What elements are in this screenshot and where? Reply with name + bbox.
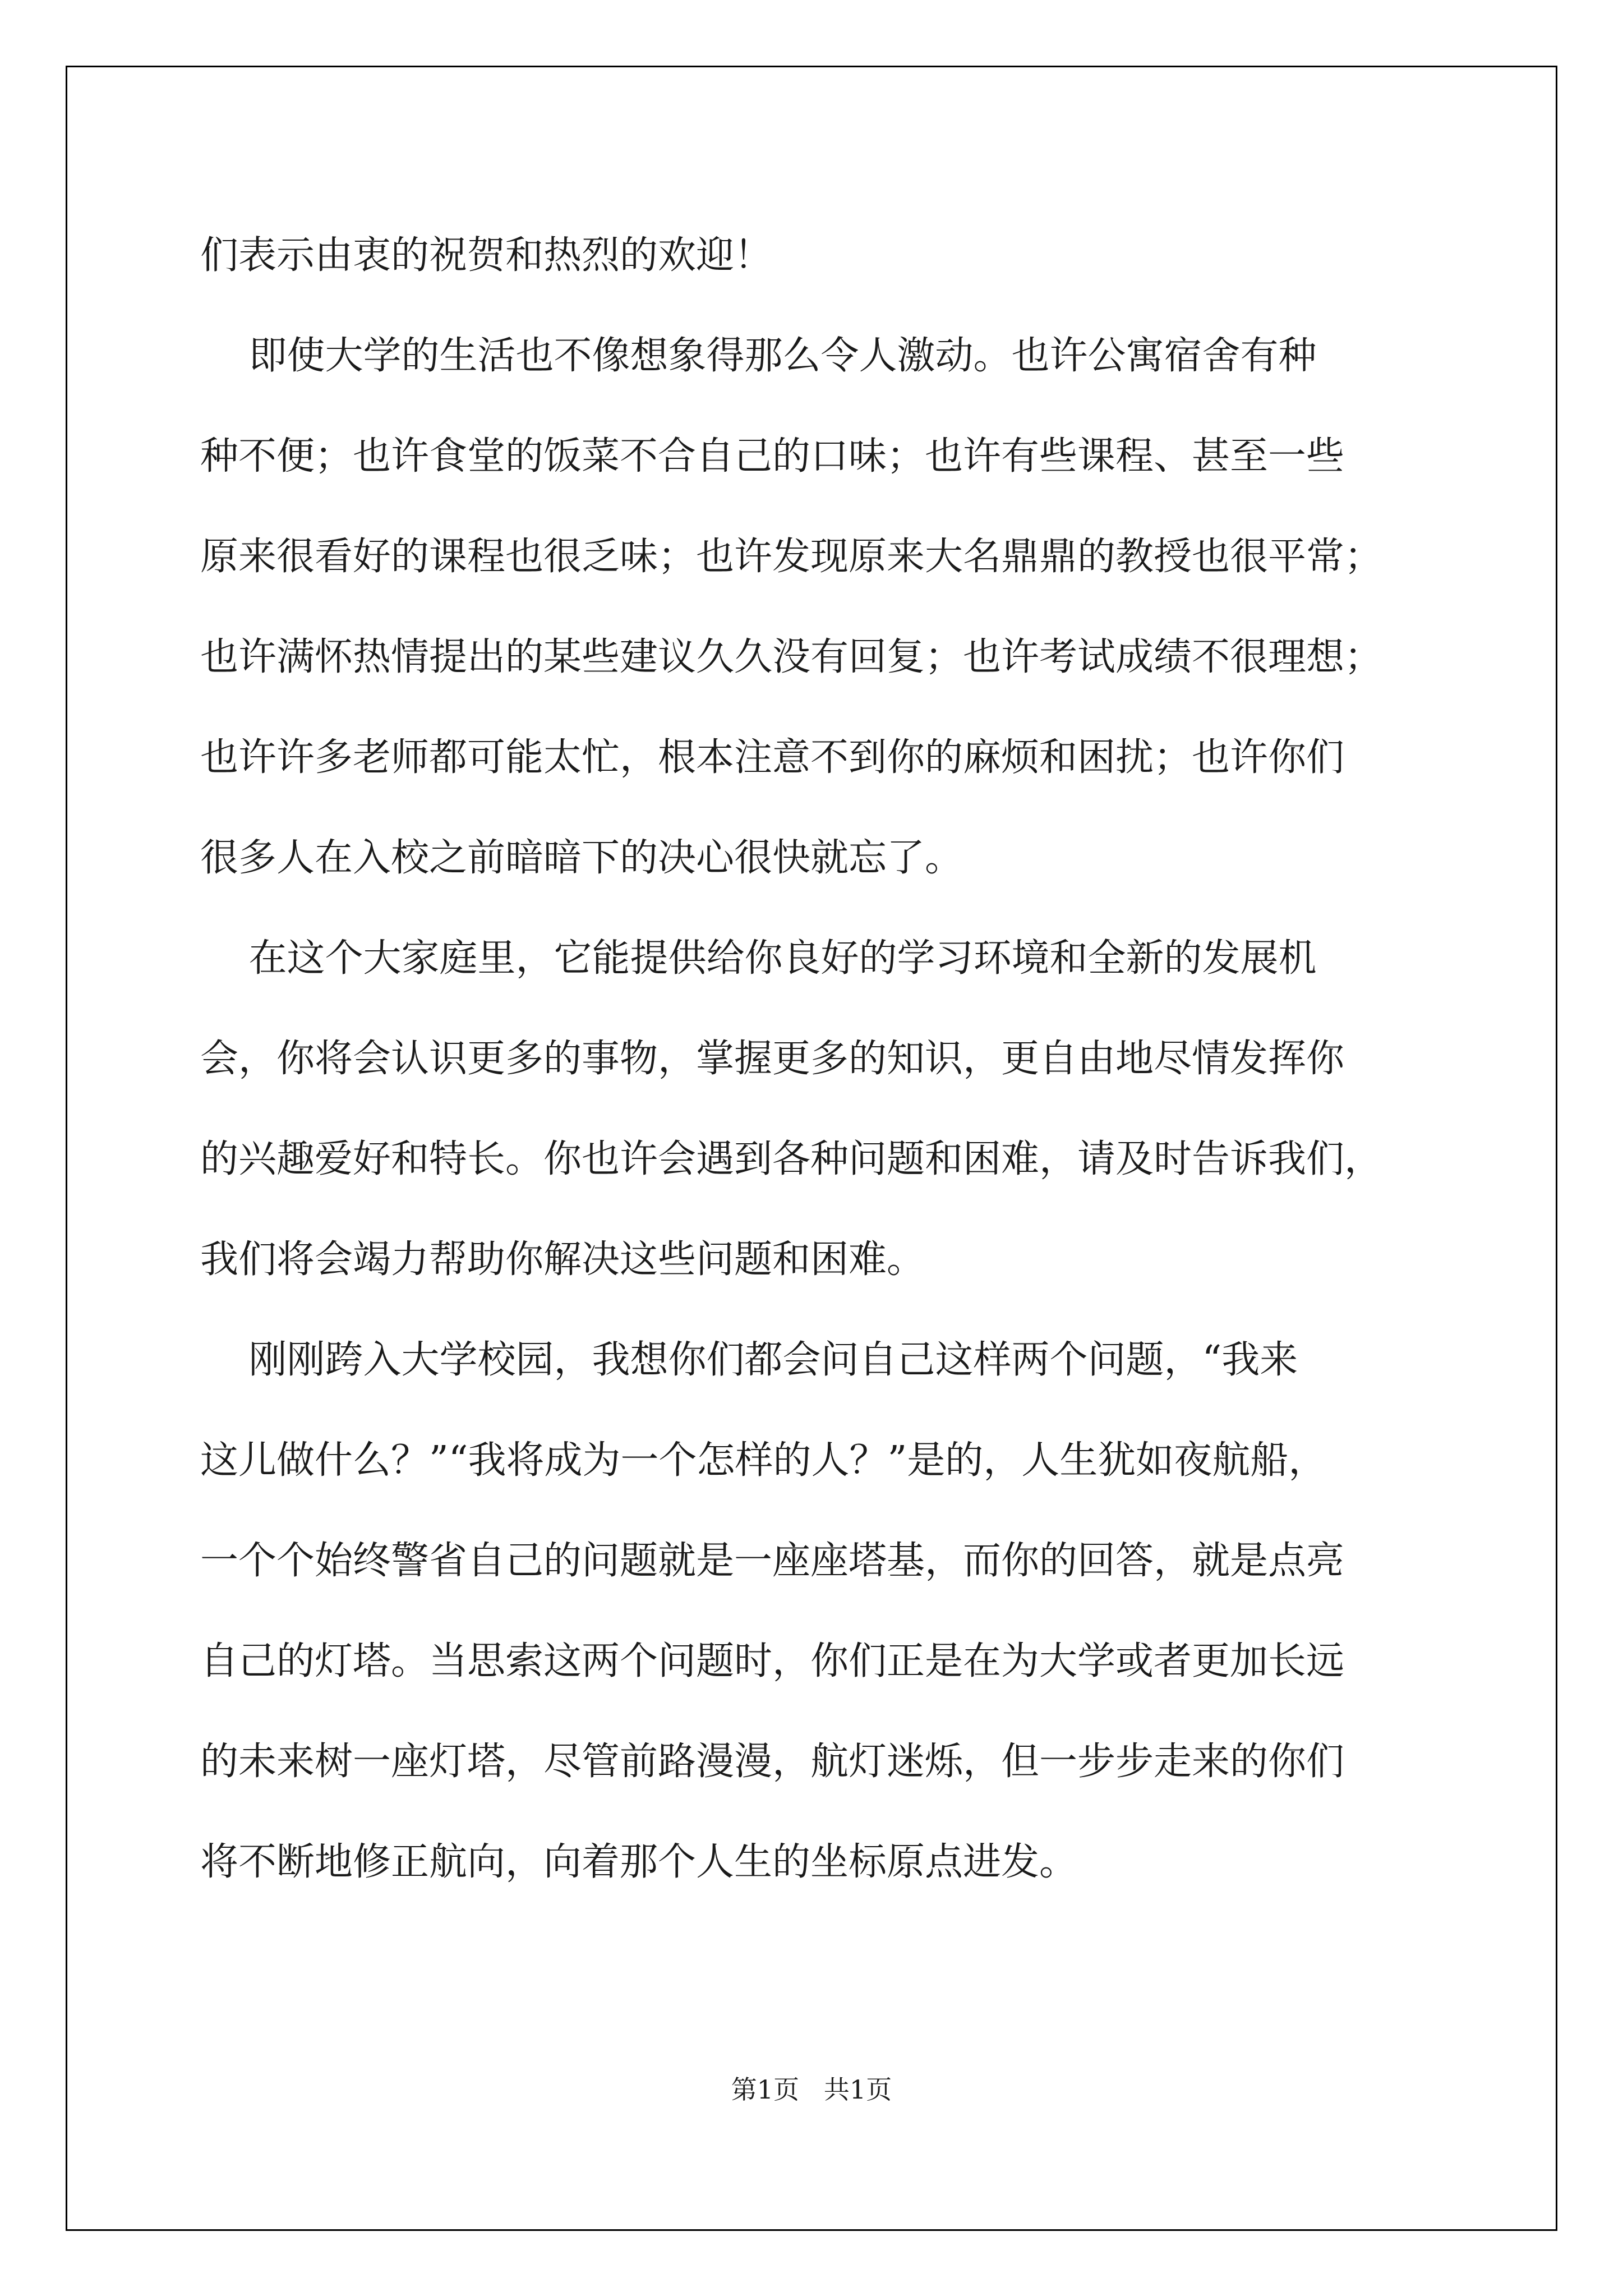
text-line: 即使大学的生活也不像想象得那么令人激动。也许公寓宿舍有种 xyxy=(200,334,1317,378)
text-line: 刚刚跨入大学校园，我想你们都会问自己这样两个问题，“我来 xyxy=(200,1338,1298,1382)
text-line: 也许满怀热情提出的某些建议久久没有回复；也许考试成绩不很理想； xyxy=(200,635,1383,679)
text-line: 会，你将会认识更多的事物，掌握更多的知识，更自由地尽情发挥你 xyxy=(200,1037,1345,1081)
text-line: 我们将会竭力帮助你解决这些问题和困难。 xyxy=(200,1237,925,1282)
text-line: 这儿做什么？”“我将成为一个怎样的人？”是的，人生犹如夜航船， xyxy=(200,1438,1327,1483)
text-line: 原来很看好的课程也很乏味；也许发现原来大名鼎鼎的教授也很平常； xyxy=(200,535,1383,579)
text-line: 种不便；也许食堂的饭菜不合自己的口味；也许有些课程、甚至一些 xyxy=(200,434,1345,478)
text-line: 将不断地修正航向，向着那个人生的坐标原点进发。 xyxy=(200,1840,1078,1884)
text-line: 在这个大家庭里，它能提供给你良好的学习环境和全新的发展机 xyxy=(200,936,1317,981)
page-footer xyxy=(0,2073,1623,2106)
text-line: 自己的灯塔。当思索这两个问题时，你们正是在为大学或者更加长远 xyxy=(200,1639,1345,1683)
text-line: 一个个始终警省自己的问题就是一座座塔基，而你的回答，就是点亮 xyxy=(200,1539,1345,1583)
text-line: 的兴趣爱好和特长。你也许会遇到各种问题和困难，请及时告诉我们， xyxy=(200,1137,1383,1181)
text-line: 很多人在入校之前暗暗下的决心很快就忘了。 xyxy=(200,836,963,880)
text-line: 的未来树一座灯塔，尽管前路漫漫，航灯迷烁，但一步步走来的你们 xyxy=(200,1740,1345,1784)
text-line: 也许许多老师都可能太忙，根本注意不到你的麻烦和困扰；也许你们 xyxy=(200,735,1345,780)
text-line: 们表示由衷的祝贺和热烈的欢迎！ xyxy=(200,233,773,278)
document-body xyxy=(200,205,1456,1912)
page-number: 第1页 共1页 xyxy=(731,2074,892,2105)
